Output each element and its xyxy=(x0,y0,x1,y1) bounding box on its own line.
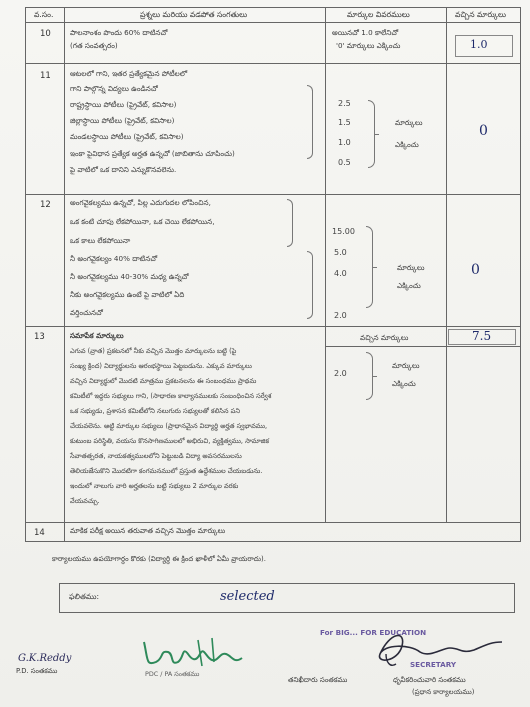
pdc-caption: PDC / PA సంతకము xyxy=(145,670,200,678)
row13-bottom-border xyxy=(25,522,521,523)
row11-value-1: 2.5 xyxy=(338,99,351,108)
row14-text: మాకిక పరీక్ష అయిన తరువాత వచ్చిన మొత్తం మార్కులు xyxy=(70,526,226,535)
row12-awarded-value: 0 xyxy=(471,262,480,278)
row13-value: 2.0 xyxy=(334,369,347,378)
row11-value-4: 0.5 xyxy=(338,158,351,167)
row11-value-3: 1.0 xyxy=(338,138,351,147)
row13-line-4: కమిటీలో ఇద్దరు సభ్యులు గాని, (సాధారణ కాల్యానములకు సంబంధించిన సర్వేశ xyxy=(70,392,272,400)
row13-line-5: ఒక సభ్యుడు, ప్రశాసన కమిటీలోని నలుగురు సభ్యులతో కలిసిన పని xyxy=(70,407,240,415)
office-note: కార్యాలయము ఉపయోగార్థం కొరకు (విద్యార్థి ఈ క్రింద ఖాళీలో ఏమీ వ్రాయరాదు). xyxy=(52,555,266,563)
row13-line-3: వచ్చిన విద్యార్థులో మొదటి మాత్రము ప్రకటనలను ఈ సంబంధము ప్రాథమ xyxy=(70,377,257,385)
row13-line-6: చేయవలెను. అట్టి మార్కుల సభ్యులు (ప్రాధానమైన విద్యార్థి అర్హత స్వభావము, xyxy=(70,422,268,430)
header-marks-details: మార్కుల వివరములు xyxy=(347,10,410,19)
pd-signature: G.K.Reddy xyxy=(18,653,72,664)
row14-number: 14 xyxy=(34,528,45,538)
row11-value-2: 1.5 xyxy=(338,118,351,127)
row12-line-7: వర్తించునచో xyxy=(70,308,103,317)
row12-line-1: అంగవైకల్యము ఉన్నచో, పిల్ల ఎదుగుదల లోపించిన, xyxy=(70,198,211,207)
row11-left-brace xyxy=(307,85,313,159)
row13-criteria-1: మార్కులు xyxy=(392,361,420,370)
row10-criteria-2: '0' మార్కులు ఎక్కించు xyxy=(336,41,401,50)
row13-line-11: వేయవచ్చు. xyxy=(70,497,100,505)
result-label: ఫలితము: xyxy=(69,592,100,601)
row13-line-7: కుటుంబ పరిస్థితి, వయసు కొనసాగిణములలో అభిరుచి, వ్యక్తిత్వము, సామాజిక xyxy=(70,437,270,445)
row11-line-2: గాని పాల్గొన్న విద్యలు ఉండినచో xyxy=(70,84,158,93)
table-bottom-border xyxy=(25,541,521,542)
stamp-org: For BIG... FOR EDUCATION xyxy=(320,628,427,637)
row13-obtained-divider xyxy=(325,346,520,347)
header-sl: వ.సం. xyxy=(34,10,54,19)
result-value: selected xyxy=(220,589,275,604)
row12-left-brace-2 xyxy=(307,251,313,319)
row13-line-9: తెలియజేసుకొని మొదటిగా కంగమనములో ప్రస్తుత ఉద్దేశముల చేయబడును. xyxy=(70,467,263,475)
row13-line-1: ఎగువ (వ్రాత) ప్రకటనలో నీకు వచ్చిన మొత్తం మార్కులను బట్టి (పై xyxy=(70,347,237,355)
row13-title: సమాపేక మార్కులు xyxy=(70,331,124,340)
row12-line-4: నీ అంగవైకల్యం 40% దాటినచో xyxy=(70,254,158,263)
result-box xyxy=(59,583,515,613)
row13-criteria-2: ఎక్కించు xyxy=(392,379,416,388)
row12-value-4: 2.0 xyxy=(334,311,347,320)
header-subject: ప్రశ్నలు మరియు వడపోత సంగతులు xyxy=(140,10,248,19)
row12-line-3: ఒక కాలు లేకపోయినా xyxy=(70,236,131,245)
row13-line-2: సంఖ్య క్రింద) విద్యార్థులను ఆరంభస్థాయి పెట్టబడును. ఎక్కువ మార్కులు xyxy=(70,362,252,370)
row11-line-5: మండలస్థాయి పోటీలు (ప్రైవేట్, కవిసాల) xyxy=(70,132,184,141)
row11-awarded-value: 0 xyxy=(479,123,488,139)
table-right-border xyxy=(520,7,521,542)
row10-line-2: (గత సంవత్సరం) xyxy=(70,41,118,50)
chief-signature xyxy=(350,624,515,672)
row11-line-7: పై వాటిలో ఒక దానిని ఎన్నుకొనవలెను. xyxy=(70,165,177,174)
row12-value-1: 15.00 xyxy=(332,227,355,236)
row11-number: 11 xyxy=(40,71,51,81)
row12-criteria-2: ఎక్కించు xyxy=(397,281,421,290)
verifier-caption: తనిఖీదారు సంతకము xyxy=(288,676,348,684)
row12-line-2: ఒక కంటి చూపు లేకపోయినా, ఒక చెయి లేకపోయిన, xyxy=(70,217,215,226)
row10-awarded-value: 1.0 xyxy=(470,38,488,51)
row12-left-brace xyxy=(287,199,293,247)
row11-criteria-2: ఎక్కించు xyxy=(395,140,419,149)
chief-caption: ధృవీకరించువారి సంతకము xyxy=(393,676,466,684)
row13-obtained-value: 7.5 xyxy=(472,329,492,343)
row13-line-10: ఇందులో నాలుగు వారి అర్హతలను బట్టి సభ్యులు 2 మార్కుల వరకు xyxy=(70,482,239,490)
row12-value-2: 5.0 xyxy=(334,248,347,257)
chief-subcaption: (ప్రధాన కార్యాలయము) xyxy=(412,688,475,696)
row13-brace xyxy=(366,352,373,400)
row10-number: 10 xyxy=(40,29,51,39)
row11-line-3: రాష్ట్రస్థాయి పోటీలు (ప్రైవేట్, కవిసాల) xyxy=(70,100,177,109)
row11-line-6: ఇంకా పైవిధాన ప్రత్యేక అర్హత ఉన్నచో (జాబితాను చూపించు) xyxy=(70,149,235,158)
row13-number: 13 xyxy=(34,332,45,342)
row10-criteria-1: అయినచో 1.0 కాలేనిచో xyxy=(332,28,399,37)
row12-value-3: 4.0 xyxy=(334,269,347,278)
table-left-border xyxy=(25,7,26,542)
row12-number: 12 xyxy=(40,200,51,210)
row13-obtained-label: వచ్చిన మార్కులు xyxy=(360,333,409,342)
stamp-role: SECRETARY xyxy=(410,660,457,669)
header-obtained: వచ్చిన మార్కులు xyxy=(455,10,507,19)
row12-brace xyxy=(366,226,373,308)
row12-criteria-1: మార్కులు xyxy=(397,263,425,272)
row13-line-8: సేవాతత్పరత, నాయకత్వములలోని పెట్టుబడి విద్యా అవసరములను xyxy=(70,452,242,460)
row11-line-4: జిల్లాస్థాయి పోటీలు (ప్రైవేట్, కవిసాల) xyxy=(70,116,175,125)
row11-line-1: ఆటలలో గాని, ఇతర ప్రత్యేకమైన పోటీలలో xyxy=(70,69,188,78)
row12-line-5: నీ అంగవైకల్యము 40-30% మధ్య ఉన్నచో xyxy=(70,272,189,281)
row10-line-1: పాలనాంశం పొందు 60% దాటినచో xyxy=(70,28,168,37)
sl-col-divider xyxy=(64,7,65,542)
subject-col-divider xyxy=(325,7,326,522)
marks-col-divider xyxy=(446,7,447,522)
pd-caption: P.D. సంతకము xyxy=(16,667,58,675)
row11-brace xyxy=(368,100,375,168)
row11-criteria-1: మార్కులు xyxy=(395,118,423,127)
row12-line-6: నీకు అంగవైకల్యము ఉంటే పై వాటిలో ఏది xyxy=(70,290,185,299)
